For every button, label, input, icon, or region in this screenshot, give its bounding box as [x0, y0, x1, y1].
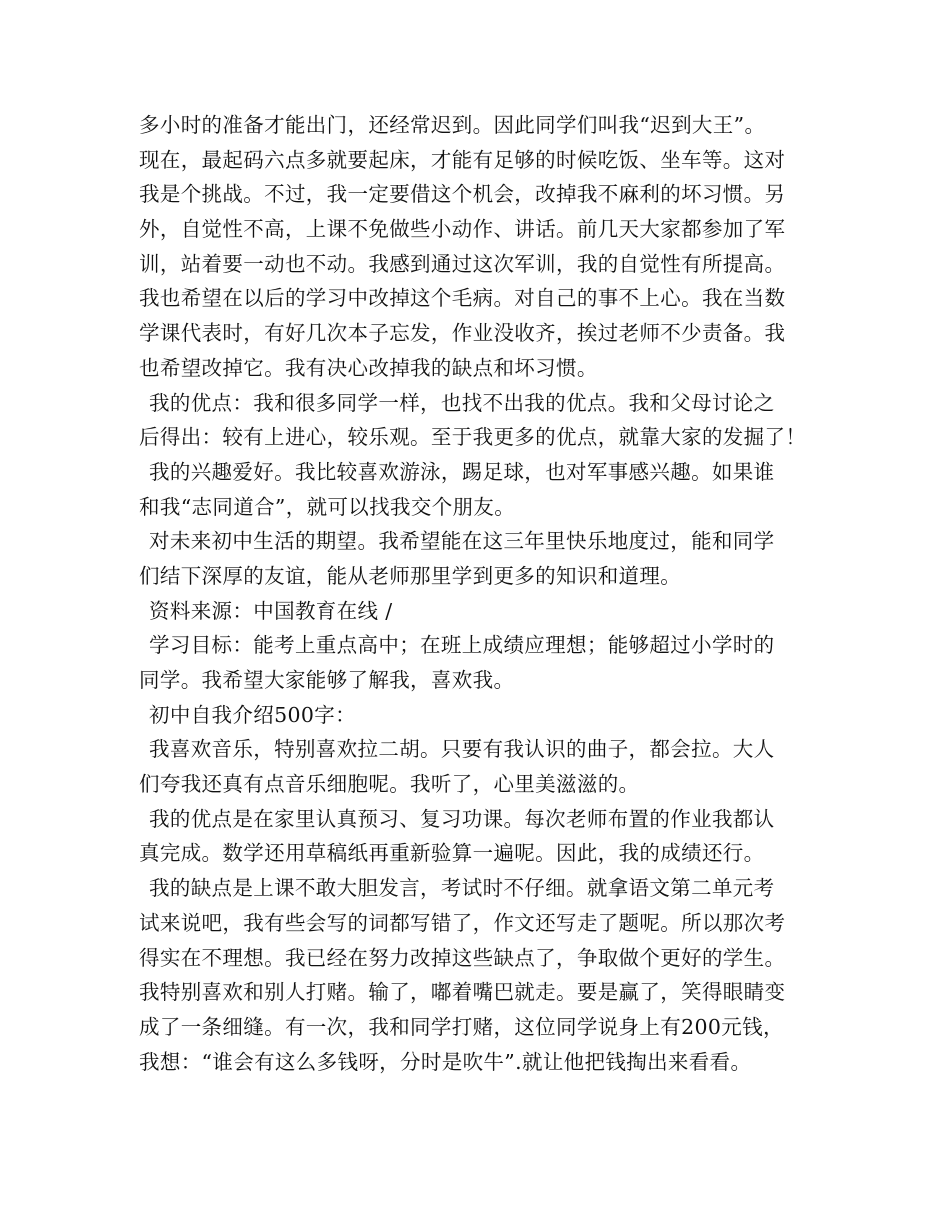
text-line: 我是个挑战。不过，我一定要借这个机会，改掉我不麻利的坏习惯。另	[139, 182, 786, 207]
text-line: 我特别喜欢和别人打赌。输了，嘟着嘴巴就走。要是赢了，笑得眼睛变	[139, 980, 786, 1005]
text-line: 现在，最起码六点多就要起床，才能有足够的时候吃饭、坐车等。这对	[139, 147, 786, 172]
paragraph	[139, 732, 819, 801]
text-line: 们夸我还真有点音乐细胞呢。我听了，心里美滋滋的。	[139, 772, 640, 797]
text-line: 初中自我介绍500字：	[149, 702, 356, 727]
paragraph	[139, 871, 819, 1079]
paragraph	[139, 698, 819, 733]
document-body	[139, 108, 819, 1079]
text-line: 多小时的准备才能出门，还经常迟到。因此同学们叫我“迟到大王”。	[139, 113, 766, 137]
text-line: 成了一条细缝。有一次，我和同学打赌，这位同学说身上有200元钱，	[139, 1014, 784, 1039]
paragraph	[139, 386, 819, 455]
text-line: 试来说吧，我有些会写的词都写错了，作文还写走了题呢。所以那次考	[139, 910, 786, 935]
text-line: 学课代表时，有好几次本子忘发，作业没收齐，挨过老师不少责备。我	[139, 321, 786, 346]
text-line: 学习目标：能考上重点高中；在班上成绩应理想；能够超过小学时的	[149, 633, 775, 658]
paragraph	[139, 524, 819, 593]
text-line: 们结下深厚的友谊，能从老师那里学到更多的知识和道理。	[139, 563, 682, 588]
text-line: 我的优点：我和很多同学一样，也找不出我的优点。我和父母讨论之	[149, 390, 775, 415]
paragraph	[139, 802, 819, 871]
text-line: 我的缺点是上课不敢大胆发言，考试时不仔细。就拿语文第二单元考	[149, 876, 775, 901]
paragraph	[139, 594, 819, 629]
text-line: 外，自觉性不高，上课不免做些小动作、讲话。前几天大家都参加了军	[139, 217, 786, 242]
text-line: 我想：“谁会有这么多钱呀，分时是吹牛”.就让他把钱掏出来看看。	[139, 1049, 752, 1074]
paragraph	[139, 455, 819, 524]
text-line: 同学。我希望大家能够了解我，喜欢我。	[139, 668, 515, 692]
text-line: 我也希望在以后的学习中改掉这个毛病。对自己的事不上心。我在当数	[139, 286, 786, 311]
text-line: 后得出：较有上进心，较乐观。至于我更多的优点，就靠大家的发掘了！	[139, 425, 807, 450]
paragraph	[139, 108, 819, 386]
text-line: 我喜欢音乐，特别喜欢拉二胡。只要有我认识的曲子，都会拉。大人	[149, 737, 775, 762]
text-line: 我的优点是在家里认真预习、复习功课。每次老师布置的作业我都认	[149, 806, 775, 831]
text-line: 也希望改掉它。我有决心改掉我的缺点和坏习惯。	[139, 355, 598, 380]
paragraph	[139, 628, 819, 697]
text-line: 得实在不理想。我已经在努力改掉这些缺点了，争取做个更好的学生。	[139, 945, 786, 970]
text-line: 和我“志同道合”，就可以找我交个朋友。	[139, 494, 516, 519]
text-line: 我的兴趣爱好。我比较喜欢游泳，踢足球，也对军事感兴趣。如果谁	[149, 459, 775, 484]
text-line: 真完成。数学还用草稿纸再重新验算一遍呢。因此，我的成绩还行。	[139, 841, 765, 866]
text-line: 对未来初中生活的期望。我希望能在这三年里快乐地度过，能和同学	[149, 529, 775, 554]
text-line: 训，站着要一动也不动。我感到通过这次军训，我的自觉性有所提高。	[139, 251, 786, 276]
text-line: 资料来源：中国教育在线 /	[149, 598, 393, 623]
